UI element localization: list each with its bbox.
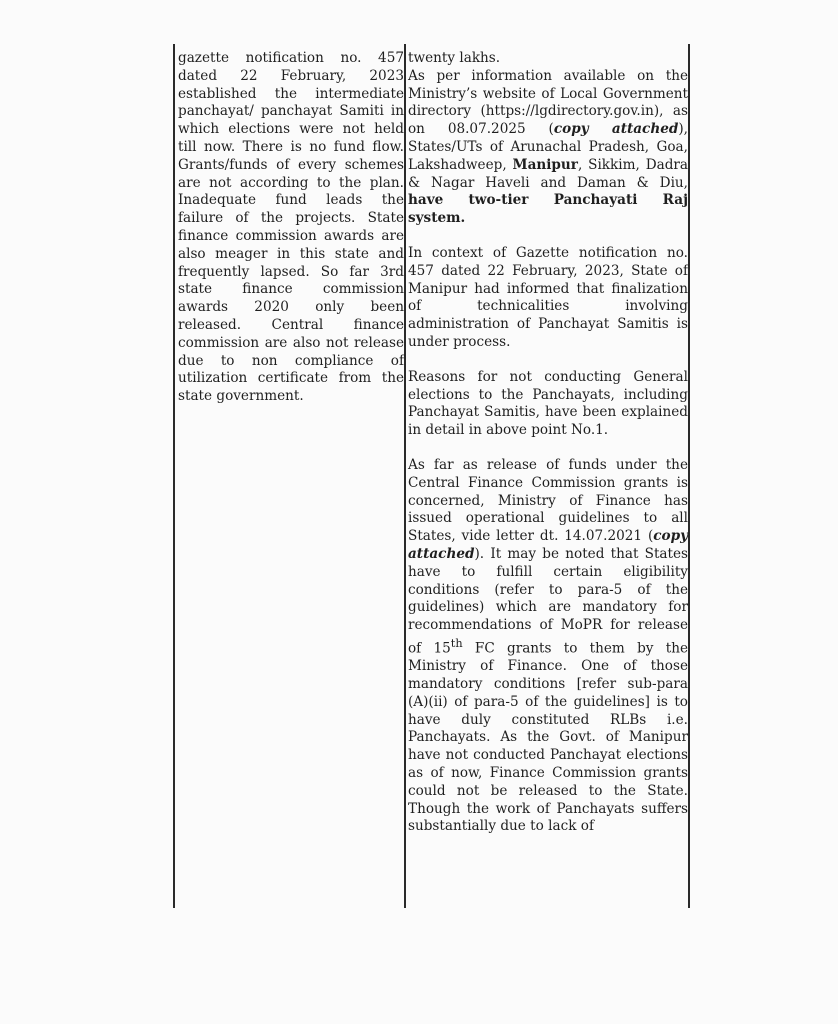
table-border-right xyxy=(688,44,690,908)
superscript-th: th xyxy=(450,635,463,650)
right-column xyxy=(408,50,688,836)
table-border-middle xyxy=(404,44,406,908)
page-fade xyxy=(0,984,838,1024)
text-run: As far as release of funds under the Central Finance Commission grants is concerned, Ministry of Finance has issued operational guidelines to all States, vide letter dt. 14.07.2021 ( xyxy=(408,456,688,545)
text-run: As per information available on the Ministry’s website of Local Government directory (https://lgdirectory.gov.in), as on 08.07.2025 ( xyxy=(408,67,688,138)
manipur-emphasis: Manipur xyxy=(512,156,578,173)
left-paragraph: gazette notification no. 457 dated 22 February, 2023 established the intermediate panchayat/ panchayat Samiti in which elections were not held till now. There is no fund flow. Grants/funds of every schemes are not according to the plan. Inadequate fund leads the failure of the projects. State finance commission awards are also meager in this state and frequently lapsed. So far 3rd state finance commission awards 2020 only been released. Central finance commission are also not release due to non compliance of utilization certificate from the state government. xyxy=(178,50,404,405)
text-run: ). It may be noted that States have to fulfill certain eligibility conditions (refer to para-5 of the guidelines) which are mandatory for recommendations of MoPR for release of 15 xyxy=(408,545,688,657)
right-paragraph-3: Reasons for not conducting General elections to the Panchayats, including Panchayat Samitis, have been explained in detail in above point No.1. xyxy=(408,368,688,439)
left-column xyxy=(178,50,404,406)
copy-attached-note: copy attached xyxy=(553,121,679,138)
text-run: FC grants to them by the Ministry of Finance. One of those mandatory conditions [refer sub-para (A)(ii) of para-5 of the guidelines] is to have duly constituted RLBs i.e. Panchayats. As the Govt. of Manipur have not conducted Panchayat elections as of now, Finance Commission grants could not be released to the State. Though the work of Panchayats suffers substantially due to lack of xyxy=(408,640,688,835)
copy-attached-note: copy attached xyxy=(408,528,688,562)
right-paragraph-0: twenty lakhs. xyxy=(408,50,501,66)
table-border-left xyxy=(173,44,175,908)
two-tier-emphasis: have two-tier Panchayati Raj system. xyxy=(408,192,688,227)
right-paragraph-1 xyxy=(408,68,688,228)
text-run: ), States/UTs of Arunachal Pradesh, Goa, Lakshadweep, xyxy=(408,121,688,173)
text-run: , Sikkim, Dadra & Nagar Haveli and Daman & Diu, xyxy=(408,156,688,191)
right-paragraph-4 xyxy=(408,457,688,836)
right-paragraph-2: In context of Gazette notification no. 457 dated 22 February, 2023, State of Manipur had informed that finalization of technicalities involving administration of Panchayat Samitis is under process. xyxy=(408,244,688,350)
